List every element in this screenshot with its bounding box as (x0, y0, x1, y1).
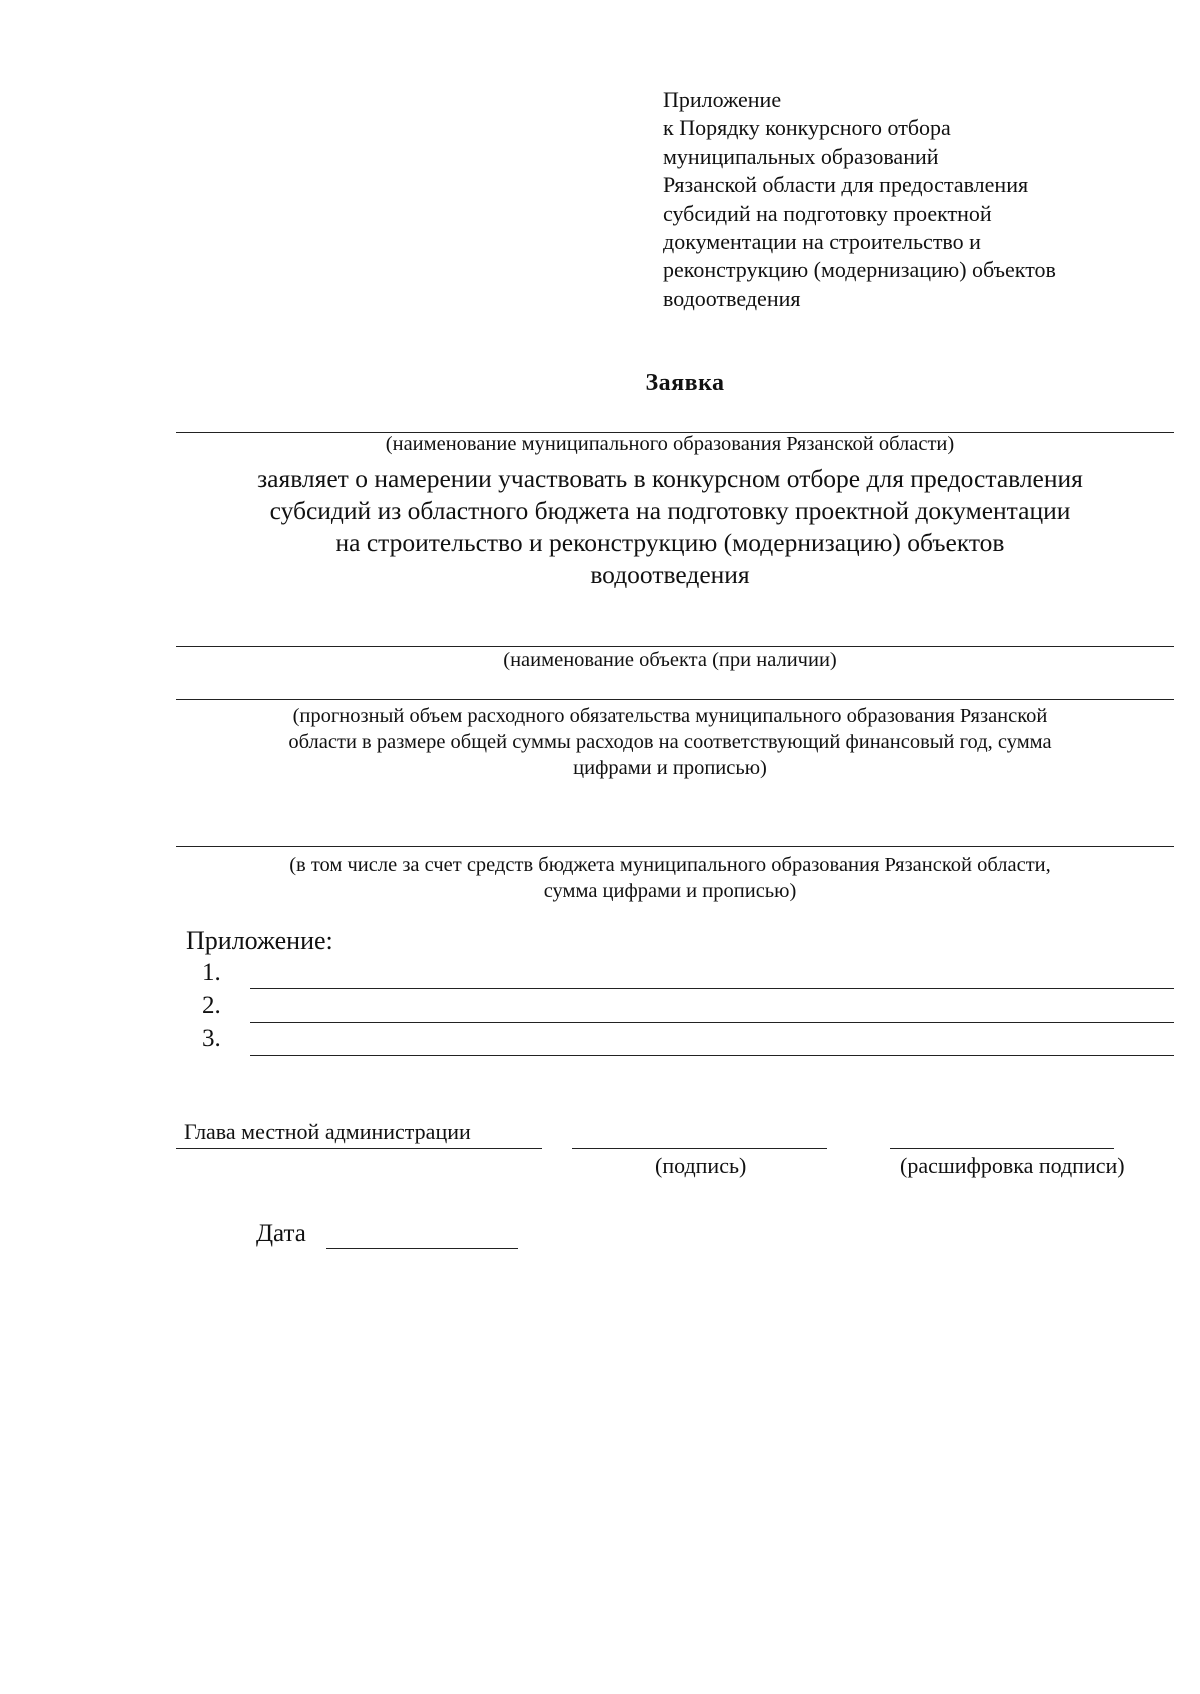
attachment-line-1[interactable] (250, 988, 1174, 989)
forecast-caption-line: области в размере общей суммы расходов на соответствующий финансовый год, сумма (288, 731, 1052, 753)
document-title: Заявка (645, 370, 725, 396)
appendix-line: муниципальных образований (663, 143, 939, 169)
appendix-line: реконструкцию (модернизацию) объектов (663, 257, 1056, 283)
local-budget-caption-line: сумма цифрами и прописью) (543, 880, 797, 902)
signature-decode-caption: (расшифровка подписи) (900, 1153, 1125, 1178)
statement-text (170, 463, 1170, 591)
attachments-title: Приложение: (186, 926, 333, 955)
attachment-line-2[interactable] (250, 1022, 1174, 1023)
statement-line: субсидий из областного бюджета на подготовку проектной документации (269, 496, 1071, 525)
appendix-line: субсидий на подготовку проектной (663, 200, 992, 226)
appendix-line: водоотведения (663, 285, 801, 311)
forecast-amount-field[interactable] (176, 699, 1174, 700)
signer-position-line (176, 1148, 542, 1149)
appendix-header (663, 86, 1163, 313)
attachment-number: 1. (202, 959, 221, 986)
local-budget-caption (160, 852, 1180, 904)
statement-line: водоотведения (590, 560, 750, 589)
local-budget-amount-field[interactable] (176, 846, 1174, 847)
local-budget-caption-line: (в том числе за счет средств бюджета муниципального образования Рязанской области, (289, 854, 1051, 876)
statement-line: на строительство и реконструкцию (модернизацию) объектов (335, 528, 1005, 557)
attachment-number: 2. (202, 992, 221, 1019)
attachment-number: 3. (202, 1025, 221, 1052)
attachment-line-3[interactable] (250, 1055, 1174, 1056)
appendix-line: Приложение (663, 87, 782, 112)
forecast-caption (160, 703, 1180, 781)
forecast-caption-line: цифрами и прописью) (573, 757, 767, 779)
signer-label: Глава местной администрации (184, 1119, 471, 1144)
appendix-line: Рязанской области для предоставления (663, 172, 1029, 198)
forecast-caption-line: (прогнозный объем расходного обязательства муниципального образования Рязанской (292, 705, 1048, 727)
appendix-line: документации на строительство и (663, 229, 981, 255)
date-label: Дата (256, 1220, 306, 1247)
date-field[interactable] (326, 1248, 518, 1249)
object-caption: (наименование объекта (при наличии) (503, 649, 837, 671)
appendix-line: к Порядку конкурсного отбора (663, 115, 951, 141)
municipality-caption: (наименование муниципального образования Рязанской области) (385, 433, 955, 455)
signature-field[interactable] (572, 1148, 827, 1149)
statement-line: заявляет о намерении участвовать в конкурсном отборе для предоставления (257, 464, 1083, 493)
signature-caption: (подпись) (655, 1153, 747, 1178)
signature-decode-field[interactable] (890, 1148, 1114, 1149)
